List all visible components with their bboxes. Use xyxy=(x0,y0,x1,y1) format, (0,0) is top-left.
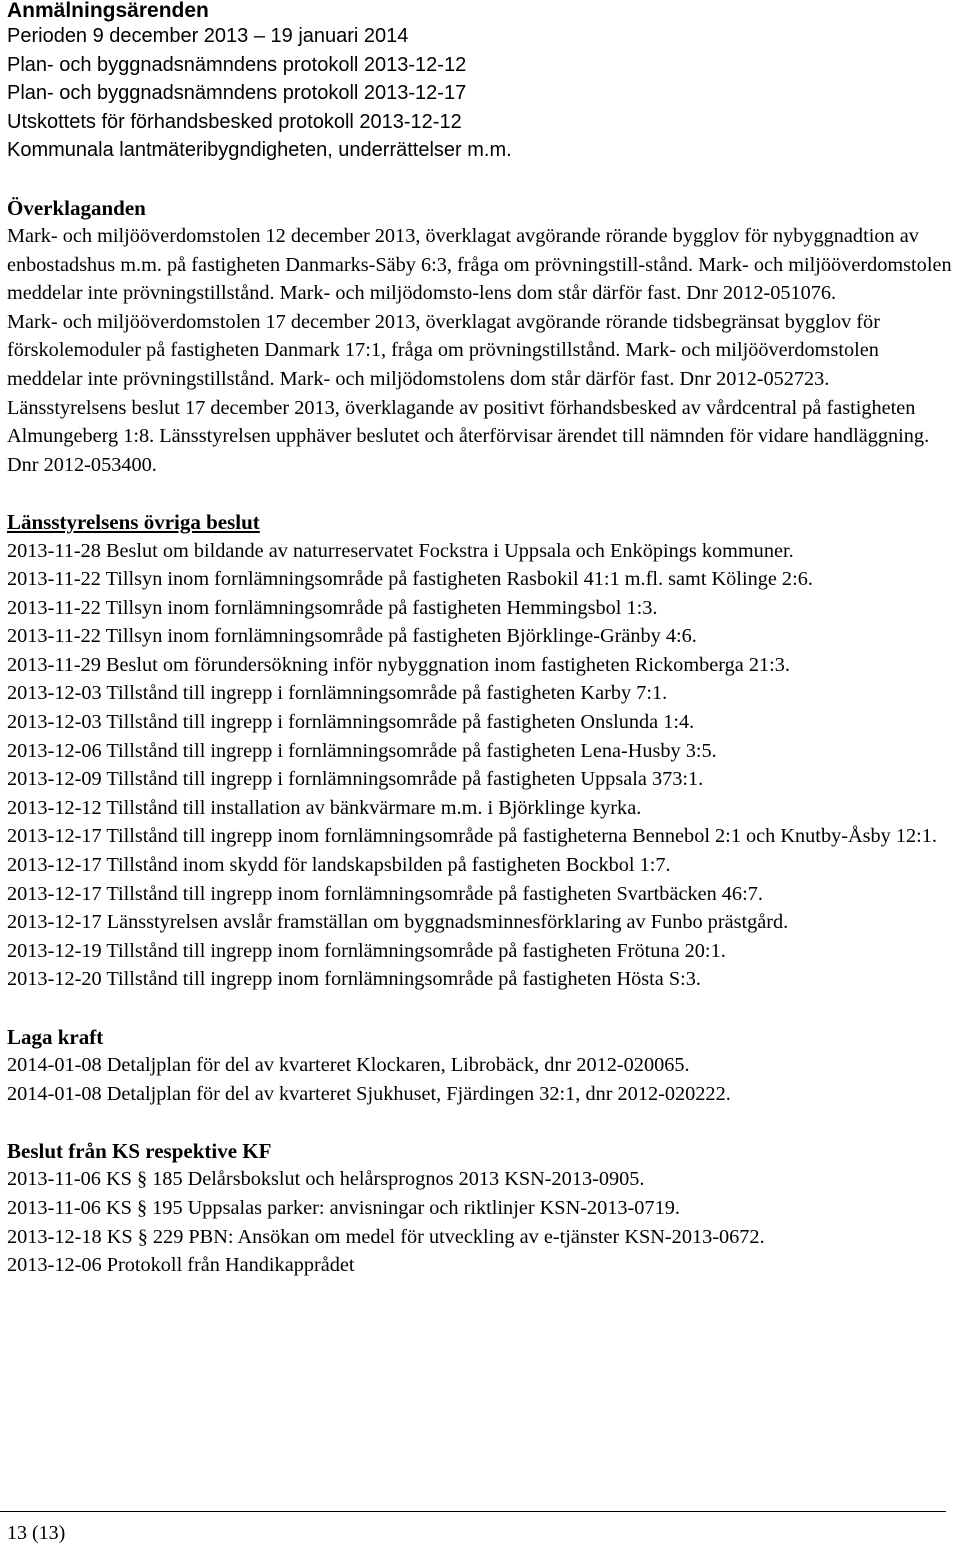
anmalan-line: Kommunala lantmäteribygndigheten, underrättelser m.m. xyxy=(7,139,512,162)
list-item: 2013-12-17 Tillstånd till ingrepp inom fornlämningsområde på fastigheterna Bennebol 2:1 och Knutby-Åsby 12:1. xyxy=(7,825,937,848)
section-overklaganden xyxy=(7,194,957,480)
section-beslut-ks-kf xyxy=(7,1137,957,1280)
anmalan-line: Plan- och byggnadsnämndens protokoll 2013-12-12 xyxy=(7,53,467,76)
list-item: 2013-11-22 Tillsyn inom fornlämningsområde på fastigheten Björklinge-Gränby 4:6. xyxy=(7,625,697,648)
list-item: 2014-01-08 Detaljplan för del av kvarteret Sjukhuset, Fjärdingen 32:1, dnr 2012-020222. xyxy=(7,1082,731,1105)
list-item: 2013-11-22 Tillsyn inom fornlämningsområde på fastigheten Hemmingsbol 1:3. xyxy=(7,596,658,619)
spacer xyxy=(7,479,957,508)
spacer xyxy=(7,1108,957,1137)
section-laga-kraft xyxy=(7,1023,957,1109)
list-item: 2013-12-09 Tillstånd till ingrepp i fornlämningsområde på fastigheten Uppsala 373:1. xyxy=(7,768,704,791)
paragraph: Mark- och miljööverdomstolen 12 december 2013, överklagat avgörande rörande bygglov för nybyggnadtion av enbostadshus m.m. på fastigheten Danmarks-Säby 6:3, fråga om prövningstill-stånd. Mark- och miljööverdomstolen meddelar inte prövningstillstånd. Mark- och miljödomsto-lens dom står därför fast. Dnr 2012-051076. xyxy=(7,225,952,305)
section-anmalningsarenden xyxy=(7,0,957,165)
spacer xyxy=(7,994,957,1023)
list-item: 2013-11-06 KS § 185 Delårsbokslut och helårsprognos 2013 KSN-2013-0905. xyxy=(7,1168,645,1191)
list-item: 2013-12-03 Tillstånd till ingrepp i fornlämningsområde på fastigheten Karby 7:1. xyxy=(7,682,668,705)
document-body xyxy=(7,0,957,1280)
list-item: 2013-11-22 Tillsyn inom fornlämningsområde på fastigheten Rasbokil 41:1 m.fl. samt Kölinge 2:6. xyxy=(7,568,813,591)
anmalan-line: Utskottets för förhandsbesked protokoll 2013-12-12 xyxy=(7,110,462,133)
section-lansstyrelsens-ovriga-beslut xyxy=(7,508,957,994)
list-item: 2013-11-28 Beslut om bildande av naturreservatet Fockstra i Uppsala och Enköpings kommuner. xyxy=(7,539,794,562)
list-item: 2013-12-17 Tillstånd inom skydd för landskapsbilden på fastigheten Bockbol 1:7. xyxy=(7,854,671,877)
paragraph: Länsstyrelsens beslut 17 december 2013, överklagande av positivt förhandsbesked av vårdcentral på fastigheten Almungeberg 1:8. Länsstyrelsen upphäver beslutet och återförvisar ärendet till nämnden för vidare handläggning. Dnr 2012-053400. xyxy=(7,396,930,476)
list-item: 2013-12-17 Tillstånd till ingrepp inom fornlämningsområde på fastigheten Svartbäcken 46:7. xyxy=(7,882,763,905)
list-item: 2013-12-20 Tillstånd till ingrepp inom fornlämningsområde på fastigheten Hösta S:3. xyxy=(7,968,701,991)
list-item: 2013-11-29 Beslut om förundersökning inför nybyggnation inom fastigheten Rickomberga 21:3. xyxy=(7,653,790,676)
section-heading: Laga kraft xyxy=(7,1024,104,1049)
list-item: 2013-12-17 Länsstyrelsen avslår framställan om byggnadsminnesförklaring av Funbo prästgård. xyxy=(7,911,789,934)
anmalan-line: Perioden 9 december 2013 – 19 januari 2014 xyxy=(7,25,409,47)
list-item: 2013-12-06 Protokoll från Handikapprådet xyxy=(7,1254,355,1277)
list-item: 2013-12-12 Tillstånd till installation av bänkvärmare m.m. i Björklinge kyrka. xyxy=(7,796,642,819)
list-item: 2013-12-06 Tillstånd till ingrepp i fornlämningsområde på fastigheten Lena-Husby 3:5. xyxy=(7,739,717,762)
list-item: 2013-11-06 KS § 195 Uppsalas parker: anvisningar och riktlinjer KSN-2013-0719. xyxy=(7,1196,680,1219)
list-item: 2013-12-18 KS § 229 PBN: Ansökan om medel för utveckling av e-tjänster KSN-2013-0672. xyxy=(7,1225,765,1248)
list-item: 2013-12-03 Tillstånd till ingrepp i fornlämningsområde på fastigheten Onslunda 1:4. xyxy=(7,711,695,734)
section-heading: Länsstyrelsens övriga beslut xyxy=(7,510,260,534)
section-heading: Överklaganden xyxy=(7,195,146,220)
footer-divider xyxy=(0,1511,946,1512)
section-heading: Anmälningsärenden xyxy=(7,0,209,22)
paragraph: Mark- och miljööverdomstolen 17 december 2013, överklagat avgörande rörande tidsbegränsat bygglov för förskolemoduler på fastigheten Danmark 17:1, fråga om prövningstillstånd. Mark- och miljööverdomstolen meddelar inte prövningstillstånd. Mark- och miljödomstolens dom står därför fast. Dnr 2012-052723. xyxy=(7,310,880,391)
list-item: 2014-01-08 Detaljplan för del av kvarteret Klockaren, Librobäck, dnr 2012-020065. xyxy=(7,1054,690,1077)
page-number: 13 (13) xyxy=(7,1522,66,1544)
list-item: 2013-12-19 Tillstånd till ingrepp inom fornlämningsområde på fastigheten Frötuna 20:1. xyxy=(7,939,726,962)
spacer xyxy=(7,165,957,194)
anmalan-line: Plan- och byggnadsnämndens protokoll 2013-12-17 xyxy=(7,82,467,105)
section-heading: Beslut från KS respektive KF xyxy=(7,1138,272,1163)
